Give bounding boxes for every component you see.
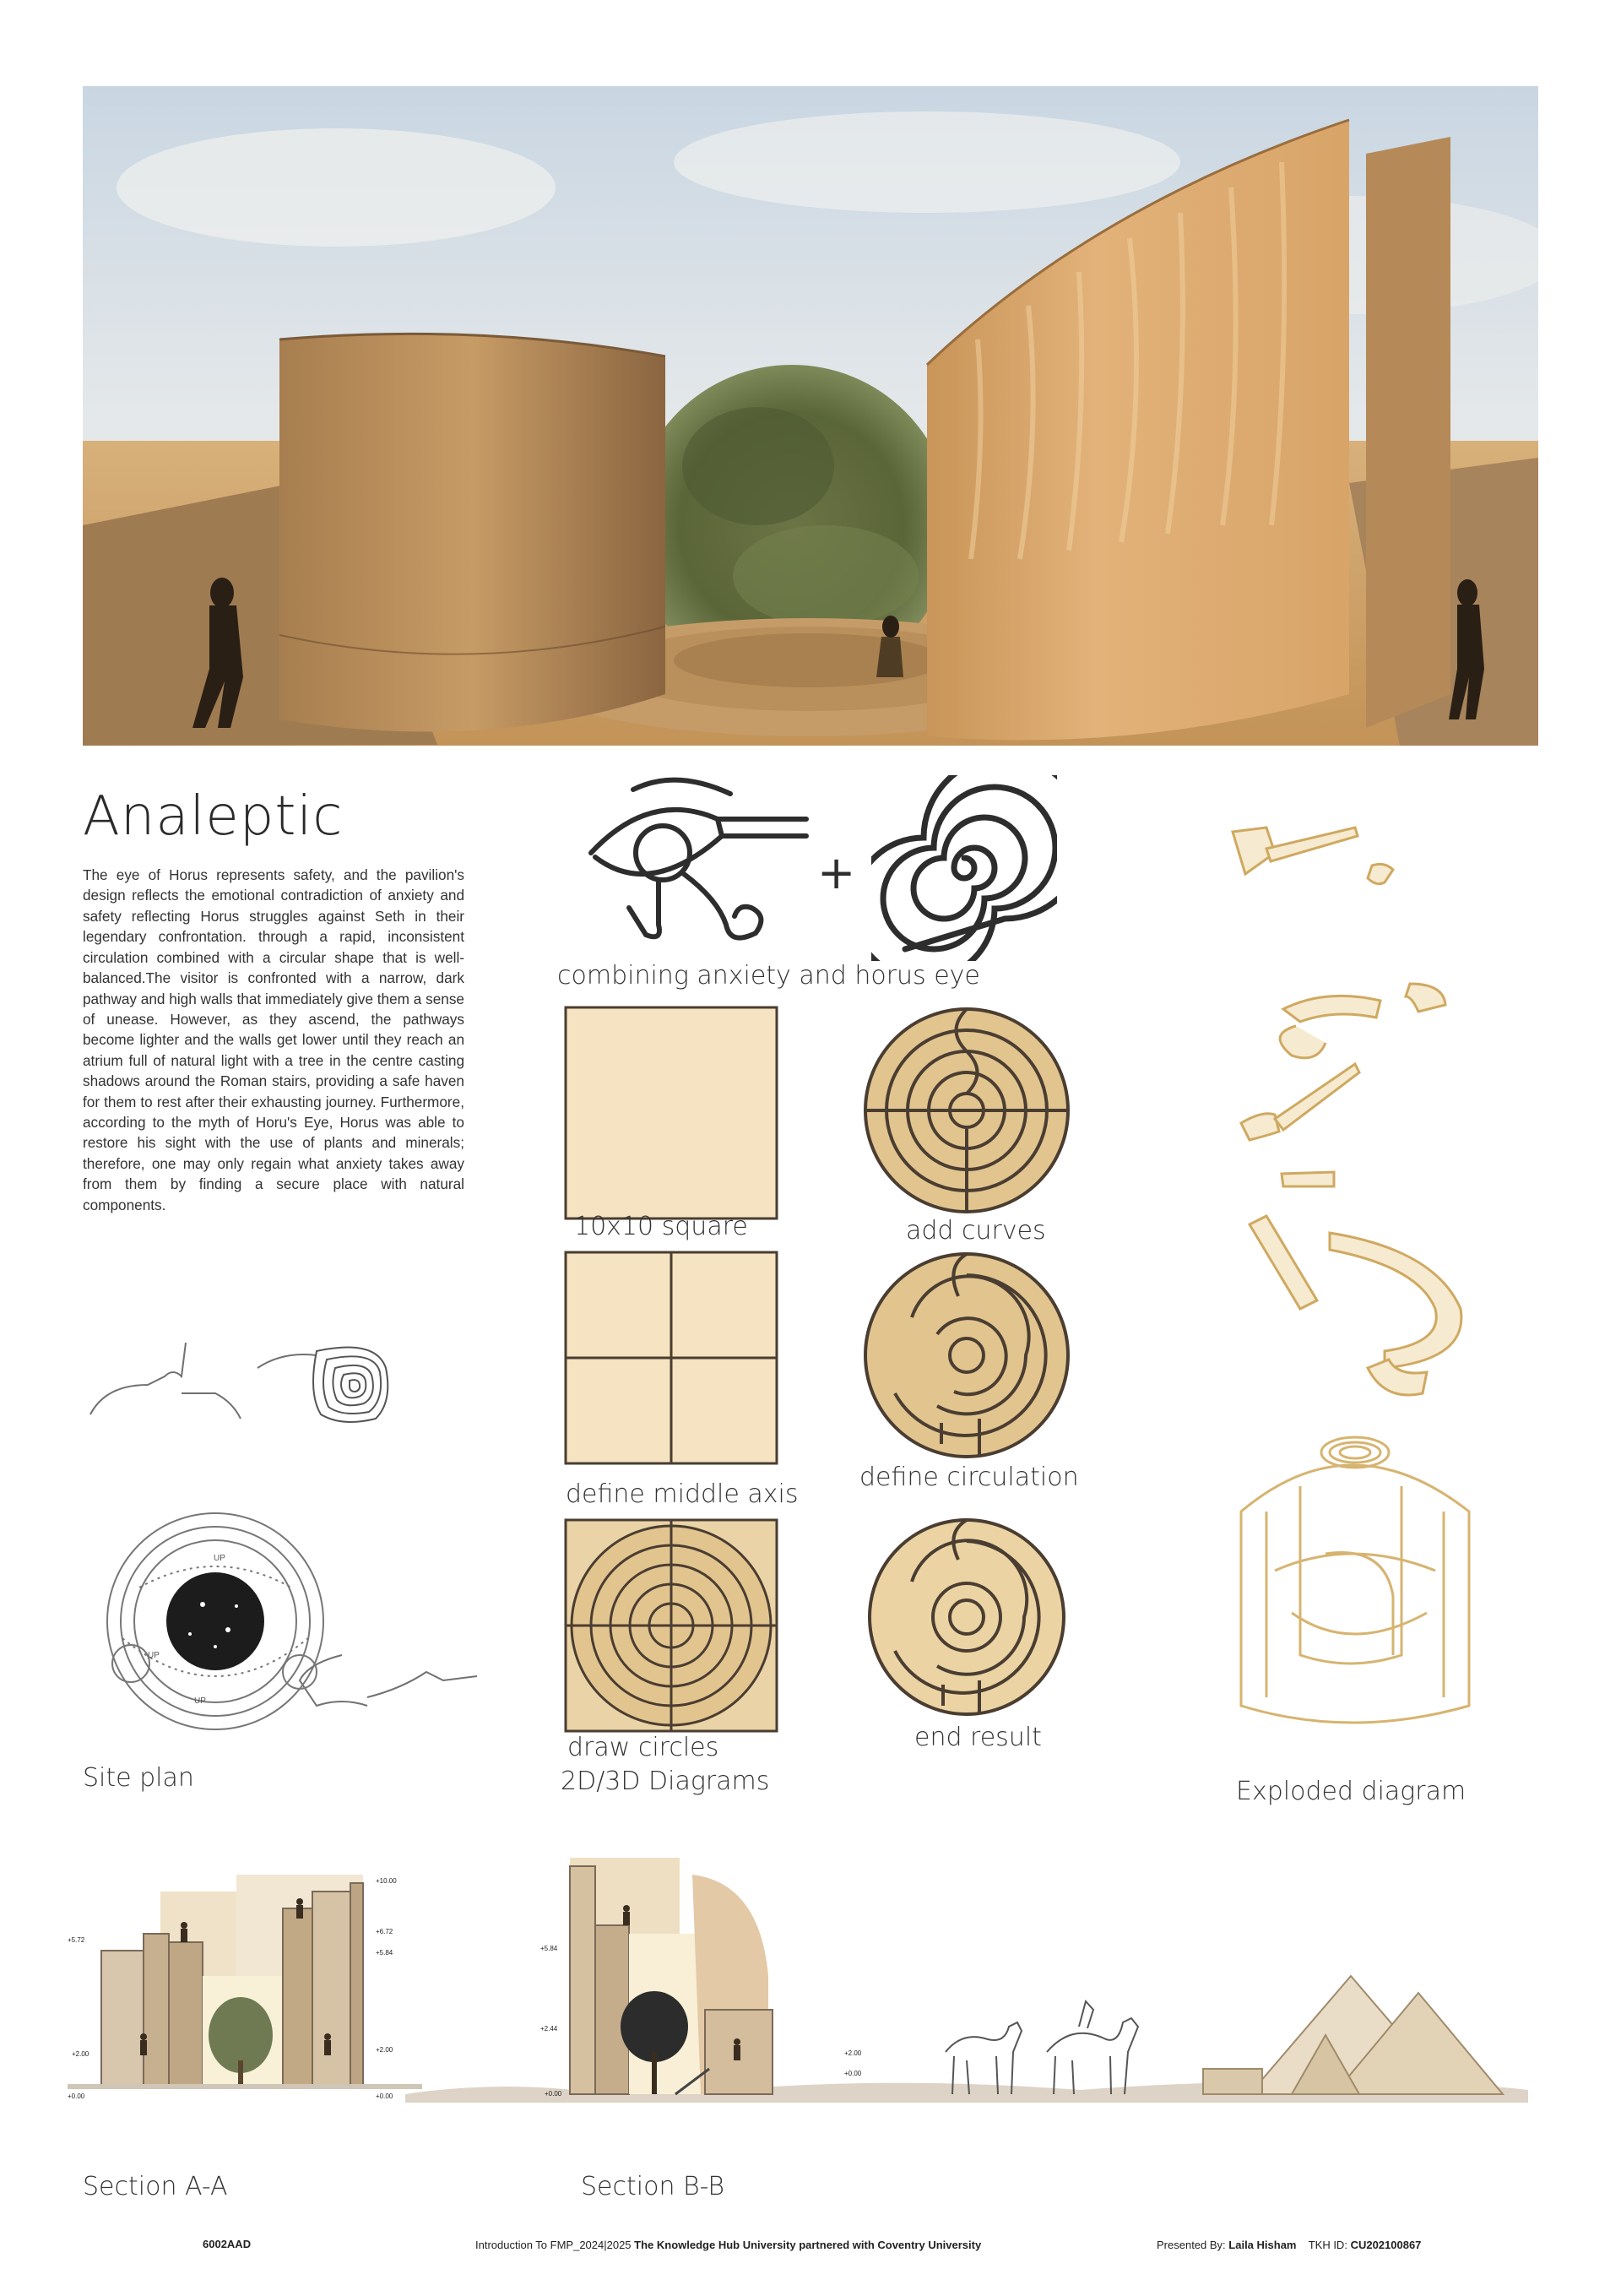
spiral-icon: [871, 775, 1057, 961]
exploded-diagram: [1216, 811, 1494, 1740]
level-label: +0.00: [68, 2092, 85, 2100]
diagrams-caption: 2D/3D Diagrams: [561, 1767, 770, 1796]
id-label: TKH ID:: [1308, 2239, 1347, 2251]
level-label: +2.44: [540, 2025, 558, 2033]
step-circulation-label: define circulation: [859, 1463, 1079, 1492]
axis-diagram: [563, 1250, 779, 1466]
level-label: +2.00: [72, 2050, 89, 2058]
plan-up-label: UP: [148, 1651, 160, 1660]
camel-sketch: [946, 2001, 1138, 2094]
square-diagram: [563, 1005, 779, 1221]
eye-of-horus-icon: [583, 773, 810, 950]
course-code: 6002AAD: [203, 2238, 252, 2250]
level-label: +5.84: [376, 1949, 393, 1957]
curves-diagram: [861, 1005, 1072, 1216]
step-curves-label: add curves: [906, 1216, 1046, 1246]
circles-diagram: [563, 1517, 779, 1734]
level-label: +0.00: [844, 2070, 862, 2077]
level-label: +0.00: [545, 2090, 562, 2098]
plan-up-label: UP: [214, 1554, 225, 1563]
level-label: +2.00: [376, 2046, 393, 2054]
step-circles-label: draw circles: [567, 1733, 719, 1762]
section-bb: [405, 1849, 1528, 2128]
program-text: [475, 2239, 981, 2251]
presenter-info: [1157, 2239, 1421, 2251]
level-label: +5.72: [68, 1936, 85, 1944]
pyramids-sketch: [1203, 1976, 1503, 2094]
section-aa-caption: Section A-A: [83, 2172, 228, 2201]
step-axis-label: define middle axis: [566, 1479, 799, 1509]
presented-label: Presented By:: [1157, 2239, 1226, 2251]
plus-sign: +: [817, 846, 856, 899]
project-description: The eye of Horus represents safety, and the pavilion's design reflects the emotional contradiction of anxiety and safety reflecting Horus struggles against Seth in their legendary confrontation. through a rapid, inconsistent circulation combined with a circular shape that is well-balanced.The visitor is confronted with a narrow, dark pathway and high walls that immediately give them a sense of unease. However, as they ascend, the pathways become lighter and the walls get lower until they reach an atrium full of natural light with a tree in the centre casting shadows around the Roman stairs, providing a safe haven for them to rest after their exhausting journey. Furthermore, according to the myth of Horu's Eye, Horus was able to restore his sight with the use of plants and minerals; therefore, one may only regain what anxiety takes away from them by finding a secure place with natural components.: [83, 866, 464, 1213]
project-title: Analeptic: [83, 785, 344, 848]
exploded-caption: Exploded diagram: [1236, 1777, 1466, 1806]
university-name: The Knowledge Hub University partnered with Coventry University: [634, 2239, 982, 2251]
level-label: +0.00: [376, 2092, 393, 2100]
section-aa: [68, 1858, 422, 2111]
pavilion-render-image: [83, 86, 1538, 746]
program-name: Introduction To FMP_2024|2025: [475, 2239, 632, 2251]
plan-up-label: UP: [194, 1696, 206, 1706]
step-result-label: end result: [914, 1723, 1042, 1752]
section-bb-caption: Section B-B: [581, 2172, 725, 2201]
result-diagram: [865, 1516, 1068, 1718]
level-label: +6.72: [376, 1928, 393, 1935]
level-label: +2.00: [844, 2049, 862, 2057]
site-plan: [89, 1334, 477, 1731]
hero-render: [83, 86, 1538, 746]
combining-caption: combining anxiety and horus eye: [557, 961, 980, 991]
circulation-diagram: [861, 1250, 1072, 1461]
step-square-label: 10x10 square: [574, 1212, 748, 1241]
site-plan-caption: Site plan: [83, 1763, 194, 1793]
level-label: +10.00: [376, 1877, 397, 1885]
presenter-name: Laila Hisham: [1228, 2239, 1297, 2251]
level-label: +5.84: [540, 1945, 558, 1952]
id-value: CU202100867: [1350, 2239, 1422, 2251]
